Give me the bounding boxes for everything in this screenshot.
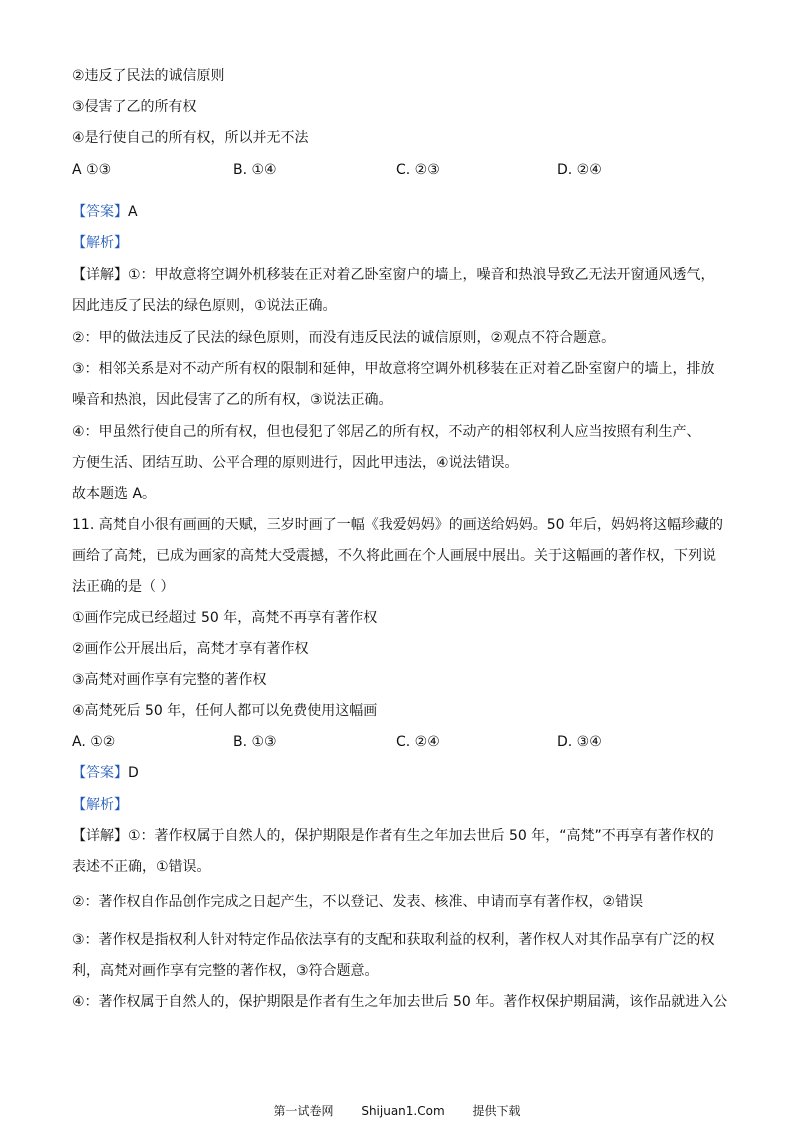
q11-option-d: D. ③④ — [557, 734, 602, 750]
q11-option-c: C. ②④ — [396, 734, 440, 750]
detail-text: ①：著作权属于自然人的，保护期限是作者有生之年加去世后 50 年，“高梵”不再享有著作权的 — [128, 828, 714, 844]
answer-tag: 【答案】 — [72, 204, 128, 220]
q10-option-a: A ①③ — [72, 162, 112, 178]
footer-brand: 第一试卷网 — [273, 1104, 334, 1118]
q10-statement-2: ②违反了民法的诚信原则 — [72, 68, 225, 84]
q10-detail-line-4: ③：相邻关系是对不动产所有权的限制和延伸，甲故意将空调外机移装在正对着乙卧室窗户的墙上，排放 — [72, 361, 715, 377]
q10-statement-3: ③侵害了乙的所有权 — [72, 99, 197, 115]
analysis-tag: 【解析】 — [72, 797, 128, 813]
q11-detail-line-5: 利，高梵对画作享有完整的著作权，③符合题意。 — [72, 963, 379, 979]
q10-detail-line-3: ②：甲的做法违反了民法的绿色原则，而没有违反民法的诚信原则，②观点不符合题意。 — [72, 330, 616, 346]
q11-statement-4: ④高梵死后 50 年，任何人都可以免费使用这幅画 — [72, 703, 378, 719]
q11-detail-line-3: ②：著作权自作品创作完成之日起产生，不以登记、发表、核准、申请而享有著作权，②错误 — [72, 894, 644, 910]
q11-statement-2: ②画作公开展出后，高梵才享有著作权 — [72, 641, 309, 657]
q10-option-b: B. ①④ — [233, 162, 277, 178]
detail-text: ①：甲故意将空调外机移装在正对着乙卧室窗户的墙上，噪音和热浪导致乙无法开窗通风透气， — [128, 267, 715, 283]
q10-detail-line-6: ④：甲虽然行使自己的所有权，但也侵犯了邻居乙的所有权，不动产的相邻权利人应当按照有利生产、 — [72, 424, 701, 440]
q10-detail-line-5: 噪音和热浪，因此侵害了乙的所有权，③说法正确。 — [72, 392, 393, 408]
q10-detail-line-1 — [72, 265, 715, 285]
q10-detail-line-2: 因此违反了民法的绿色原则，①说法正确。 — [72, 298, 337, 314]
detail-tag: 【详解】 — [72, 828, 128, 844]
footer-download: 提供下载 — [472, 1104, 521, 1118]
answer-value: A — [128, 204, 138, 220]
q11-stem-line-1: 11. 高梵自小很有画画的天赋，三岁时画了一幅《我爱妈妈》的画送给妈妈。50 年后，妈妈将这幅珍藏的 — [72, 517, 723, 533]
q11-statement-3: ③高梵对画作享有完整的著作权 — [72, 672, 267, 688]
q11-stem-line-2: 画给了高梵，已成为画家的高梵大受震撼，不久将此画在个人画展中展出。关于这幅画的著作权，下列说 — [72, 548, 716, 564]
answer-value: D — [128, 765, 139, 781]
q10-option-c: C. ②③ — [396, 162, 440, 178]
q11-detail-line-4: ③：著作权是指权利人针对特定作品依法享有的支配和获取利益的权利，著作权人对其作品享有广泛的权 — [72, 932, 715, 948]
q11-statement-1: ①画作完成已经超过 50 年，高梵不再享有著作权 — [72, 610, 378, 626]
q11-analysis-heading — [72, 795, 128, 815]
page-footer — [0, 1103, 794, 1119]
q10-conclusion: 故本题选 A。 — [72, 486, 157, 502]
q10-answer — [72, 202, 138, 222]
q11-stem-line-3: 法正确的是（ ） — [72, 579, 175, 595]
q11-detail-line-1 — [72, 826, 714, 846]
q10-detail-line-7: 方便生活、团结互助、公平合理的原则进行，因此甲违法，④说法错误。 — [72, 455, 519, 471]
q11-option-a: A. ①② — [72, 734, 116, 750]
q10-analysis-heading — [72, 233, 128, 253]
q11-answer — [72, 763, 139, 783]
footer-site-link[interactable]: Shijuan1.Com — [361, 1104, 445, 1118]
q10-option-d: D. ②④ — [557, 162, 602, 178]
q11-detail-line-6: ④：著作权属于自然人的，保护期限是作者有生之年加去世后 50 年。著作权保护期届满，该作品就进入公 — [72, 994, 728, 1010]
answer-tag: 【答案】 — [72, 765, 128, 781]
q10-statement-4: ④是行使自己的所有权，所以并无不法 — [72, 130, 309, 146]
q11-detail-line-2: 表述不正确，①错误。 — [72, 859, 211, 875]
q11-option-b: B. ①③ — [233, 734, 277, 750]
detail-tag: 【详解】 — [72, 267, 128, 283]
analysis-tag: 【解析】 — [72, 235, 128, 251]
